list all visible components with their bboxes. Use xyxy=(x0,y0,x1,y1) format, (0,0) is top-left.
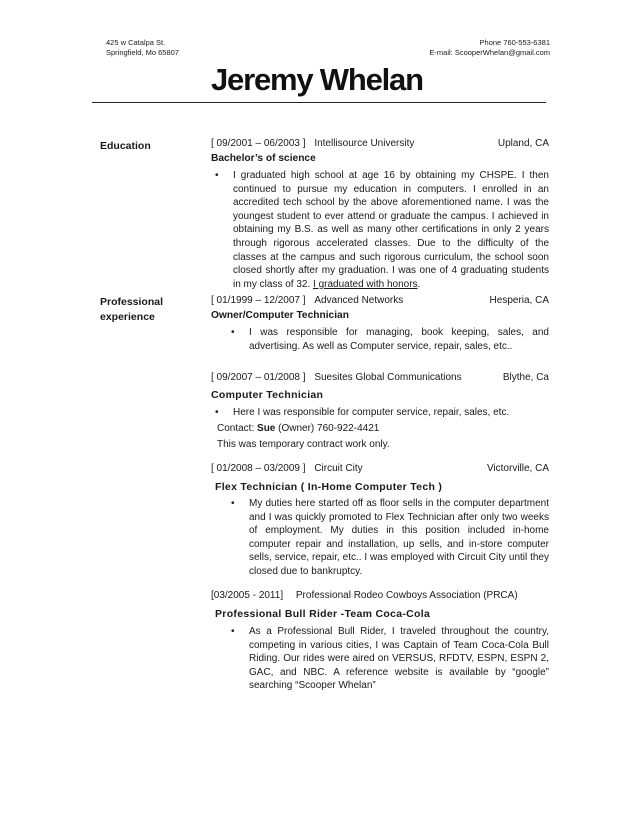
job-role: Computer Technician xyxy=(211,389,324,401)
education-entry xyxy=(211,137,549,291)
contact-info xyxy=(429,38,550,58)
job-role: Professional Bull Rider -Team Coca-Cola xyxy=(215,608,431,620)
job-bullet: • My duties here started off as floor sells in the computer department and I was quickly promoted to Flex Technician after only two weeks of employment. My duties in this position included in-home computer repair and installation, up sells, and in-store computer sells, service, repair, etc.. I was employed with Circuit City until they closed due to bankruptcy. xyxy=(249,497,549,579)
job-suesites xyxy=(211,371,549,452)
job-company: Circuit City xyxy=(314,463,363,474)
contact-address xyxy=(106,38,179,58)
education-degree: Bachelor’s of science xyxy=(211,153,316,164)
contact-name: Sue xyxy=(257,422,276,434)
job-role: Owner/Computer Technician xyxy=(211,310,349,321)
address-line-1: 425 w Catalpa St. xyxy=(106,38,166,47)
job-bullets xyxy=(211,326,549,353)
job-company: Professional Rodeo Cowboys Association (PRCA) xyxy=(295,590,518,601)
job-bullets xyxy=(211,497,549,579)
resume-name: Jeremy Whelan xyxy=(211,62,423,97)
job-dates: [ 09/2007 – 01/2008 ] xyxy=(211,372,306,383)
education-section-label: Education xyxy=(100,140,151,152)
job-location: Hesperia, CA xyxy=(489,295,549,306)
job-dates: [ 01/2008 – 03/2009 ] xyxy=(211,463,306,474)
address-line-2: Springfield, Mo 65807 xyxy=(106,48,179,57)
job-advanced-networks xyxy=(211,294,549,353)
job-bullet: • I was responsible for managing, book keeping, sales, and advertising. As well as Computer service, repair, sales, etc.. xyxy=(249,326,549,353)
job-bullets xyxy=(211,625,549,693)
job-header-line xyxy=(211,589,549,603)
job-header-line xyxy=(211,371,549,385)
job-dates: [ 01/1999 – 12/2007 ] xyxy=(211,295,306,306)
phone-number: Phone 760-553-6381 xyxy=(479,38,550,47)
job-bullets xyxy=(211,406,549,420)
job-bullet: • Here I was responsible for computer service, repair, sales, etc. xyxy=(233,406,549,420)
job-role: Flex Technician ( In-Home Computer Tech ) xyxy=(215,481,443,493)
job-location: Blythe, Ca xyxy=(502,372,549,383)
job-company: Advanced Networks xyxy=(314,295,404,306)
email-address: E-mail: ScooperWhelan@gmail.com xyxy=(429,48,550,57)
job-contact: Contact: Sue (Owner) 760-922-4421 xyxy=(217,422,380,434)
education-dates: [ 09/2001 – 06/2003 ] xyxy=(211,138,306,149)
education-header-line xyxy=(211,137,549,151)
job-company: Suesites Global Communications xyxy=(314,372,462,383)
job-bullet: • As a Professional Bull Rider, I traveled throughout the country, competing in various cities, I was Captain of Team Coca-Cola Bull Riding. Our rides were aired on VERSUS, RFDTV, ESPN, ESPN 2, GAC, and NBC. A reference website is available by “google” searching “Scooper Whelan” xyxy=(249,625,549,693)
job-location: Victorville, CA xyxy=(486,463,549,474)
education-bullets xyxy=(211,169,549,291)
education-bullet: • I graduated high school at age 16 by obtaining my CHSPE. I then continued to pursue my education in computers. I enrolled in an accredited tech school by the above aforementioned name. I was the youngest student to ever attend or graduate the campus. I achieved in obtaining my B.S. as well as many other certifications in only 2 years through rigorous accelerated classes. Due to the difficulty of the classes at the campus and such rigorous curriculum, the school soon closed shortly after my graduation. I was one of 4 graduating students in my class of 32. I graduated with honors. xyxy=(233,169,549,291)
education-institution: Intellisource University xyxy=(314,138,415,149)
job-prca xyxy=(211,589,549,693)
job-note: This was temporary contract work only. xyxy=(217,438,390,450)
header-divider xyxy=(92,102,546,103)
education-location: Upland, CA xyxy=(497,138,549,149)
honors-text: I graduated with honors xyxy=(313,278,418,290)
job-circuit-city xyxy=(211,462,549,579)
job-header-line xyxy=(211,462,549,476)
experience-section-label: Professional experience xyxy=(100,296,164,323)
job-header-line xyxy=(211,294,549,308)
job-dates: [03/2005 - 2011] xyxy=(211,590,284,601)
